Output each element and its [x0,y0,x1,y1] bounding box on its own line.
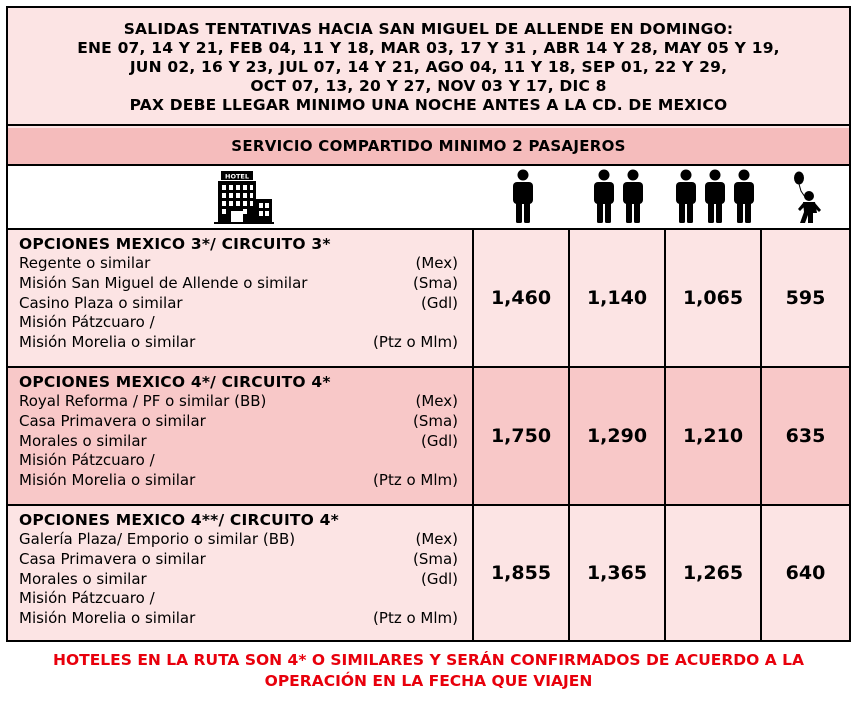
hotel-name: Misión San Miguel de Allende o similar [19,273,308,292]
hotel-city [458,451,462,471]
price-single: 1,855 [474,506,570,640]
hotel-city [458,313,462,333]
price-child: 595 [785,287,826,309]
hotel-line [19,333,462,353]
hotel-name: Regente o similar [19,254,151,272]
option-row-2 [8,368,849,506]
service-banner [8,128,849,166]
hotel-line [19,412,462,432]
hotel-name: Morales o similar [19,431,147,450]
price-table [6,6,851,642]
hotel-line [19,570,462,590]
option-row-1 [8,230,849,368]
price-double: 1,290 [570,368,666,504]
hotel-line [19,313,462,333]
three-persons-icon [668,166,762,228]
hotel-city: (Gdl) [420,293,458,312]
price-child: 640 [785,562,826,584]
hotel-name: Casa Primavera o similar [19,549,206,568]
hotel-line [19,451,462,471]
hotel-line [19,294,462,314]
hotel-line [19,254,462,274]
option-description [8,230,474,366]
hotel-line [19,550,462,570]
hotel-name: Morales o similar [19,569,147,588]
hotel-name: Misión Pátzcuaro / [19,313,155,332]
hotel-sign-text: HOTEL [225,172,249,181]
option-title: OPCIONES MEXICO 4**/ CIRCUITO 4* [19,511,339,529]
hotel-city: (Gdl) [420,431,458,450]
hotel-city: (Sma) [412,411,458,430]
hotel-name: Galería Plaza/ Emporio o similar (BB) [19,530,296,548]
price-single: 1,750 [474,368,570,504]
option-description [8,506,474,640]
hotel-city: (Sma) [412,549,458,568]
hotel-name: Misión Morelia o similar [19,471,196,490]
price-double: 1,140 [570,230,666,366]
price-child: 635 [785,425,826,447]
price-single: 1,460 [474,230,570,366]
option-title: OPCIONES MEXICO 4*/ CIRCUITO 4* [19,373,331,391]
footer-line: OPERACIÓN EN LA FECHA QUE VIAJEN [264,672,593,690]
service-label: SERVICIO COMPARTIDO MINIMO 2 PASAJEROS [231,137,626,155]
hotel-name: Misión Morelia o similar [19,333,196,352]
hotel-name: Casino Plaza o similar [19,293,183,312]
hotel-name: Misión Pátzcuaro / [19,589,155,608]
price-double: 1,365 [570,506,666,640]
hotel-line [19,471,462,491]
hotel-city [458,589,462,609]
hotel-name: Casa Primavera o similar [19,411,206,430]
hotel-name: Misión Pátzcuaro / [19,451,155,470]
price-triple: 1,065 [666,230,762,366]
hotel-name: Misión Morelia o similar [19,609,196,628]
hotel-line [19,274,462,294]
hotel-city: (Gdl) [420,569,458,588]
header-line: PAX DEBE LLEGAR MINIMO UNA NOCHE ANTES A LA CD. DE MEXICO [129,95,728,114]
hotel-line [19,609,462,629]
two-persons-icon [572,166,666,228]
footer-note [0,650,857,692]
hotel-city: (Mex) [415,530,458,548]
header-line: ENE 07, 14 Y 21, FEB 04, 11 Y 18, MAR 03, 17 Y 31 , ABR 14 Y 28, MAY 05 Y 19, [77,38,780,57]
header-line: SALIDAS TENTATIVAS HACIA SAN MIGUEL DE ALLENDE EN DOMINGO: [123,19,734,38]
hotel-city: (Ptz o Mlm) [373,609,458,628]
header-line: JUN 02, 16 Y 23, JUL 07, 14 Y 21, AGO 04, 11 Y 18, SEP 01, 22 Y 29, [129,57,728,76]
option-title: OPCIONES MEXICO 3*/ CIRCUITO 3* [19,235,331,253]
hotel-city: (Ptz o Mlm) [373,471,458,490]
footer-line: HOTELES EN LA RUTA SON 4* O SIMILARES Y SERÁN CONFIRMADOS DE ACUERDO A LA [52,651,805,669]
hotel-city: (Ptz o Mlm) [373,333,458,352]
hotel-city: (Mex) [415,392,458,410]
hotel-city: (Sma) [412,273,458,292]
hotel-line [19,589,462,609]
one-person-icon [476,166,570,228]
hotel-line [19,392,462,412]
hotel-icon [198,166,288,228]
column-icons-row [8,166,849,230]
hotel-line [19,530,462,550]
option-description [8,368,474,504]
child-balloon-icon [764,166,849,228]
price-triple: 1,265 [666,506,762,640]
price-triple: 1,210 [666,368,762,504]
hotel-city: (Mex) [415,254,458,272]
departures-header [8,8,849,126]
hotel-name: Royal Reforma / PF o similar (BB) [19,392,267,410]
option-row-3 [8,506,849,640]
hotel-line [19,432,462,452]
header-line: OCT 07, 13, 20 Y 27, NOV 03 Y 17, DIC 8 [250,76,607,95]
